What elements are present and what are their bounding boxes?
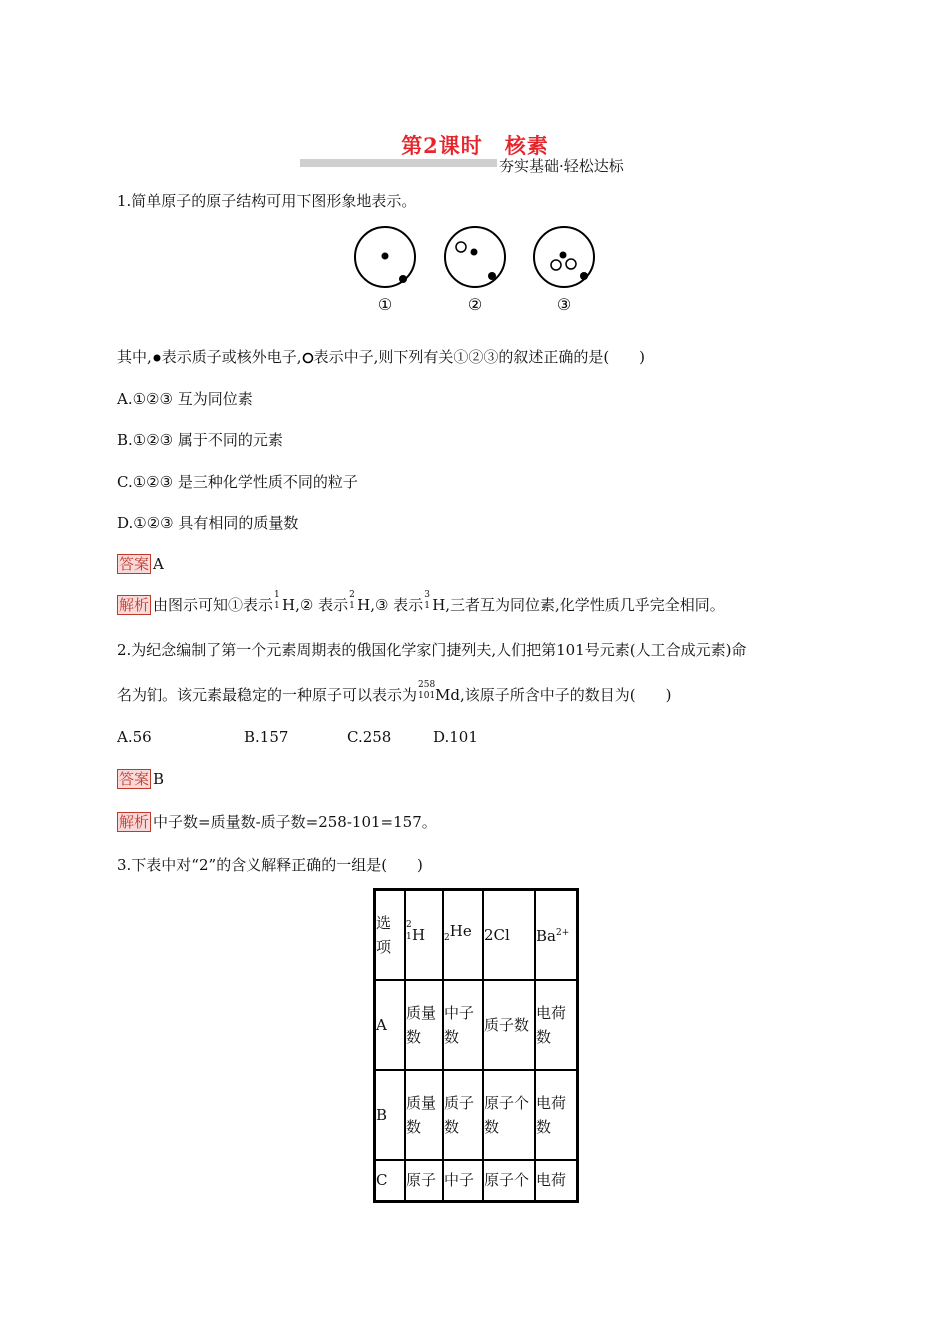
table-cell: 质量数 — [405, 1070, 443, 1160]
atom-structure-figure — [350, 222, 620, 322]
table-row — [375, 1070, 578, 1160]
table-row — [375, 980, 578, 1070]
header-option-cell: 选项 — [375, 890, 406, 980]
answer-tag: 答案 — [119, 555, 150, 573]
table-cell: 中子数 — [443, 980, 483, 1070]
q1-stem: 1.简单原子的原子结构可用下图形象地表示。 — [117, 192, 417, 210]
analysis-tag: 解析 — [119, 596, 150, 614]
q3-stem: 3.下表中对“2”的含义解释正确的一组是( ) — [117, 856, 423, 874]
q2-stem-line2: 名为钔。该元素最稳定的一种原子可以表示为 258 101 Md,该原子所含中子的数目为( ) — [117, 680, 672, 704]
fig-label-3: ③ — [556, 295, 572, 314]
q1-answer-value: A — [153, 555, 164, 573]
q1-answer — [117, 553, 164, 574]
q1-option-b: B.①②③ 属于不同的元素 — [117, 431, 283, 449]
page-title: 第2课时 核素 — [401, 133, 549, 158]
isotope-h2-notation: 2 1 — [349, 590, 355, 611]
table-cell: 电荷数 — [535, 1070, 578, 1160]
table-cell: 电荷数 — [535, 980, 578, 1070]
answer-tag: 答案 — [119, 770, 150, 788]
section-subtitle: 夯实基础·轻松达标 — [499, 157, 624, 175]
row-key-cell: B — [375, 1070, 406, 1160]
q2-answer — [117, 768, 164, 789]
q2-analysis: 解析 中子数=质量数-质子数=258-101=157。 — [119, 813, 437, 831]
atom-3-diagram — [534, 227, 594, 287]
analysis-tag: 解析 — [119, 813, 150, 831]
filled-dot-icon — [152, 353, 162, 363]
isotope-md-notation: 258 101 — [418, 680, 436, 701]
section-bar — [300, 159, 497, 167]
isotope-h1-notation: 1 1 — [274, 590, 280, 611]
isotope-h3-notation: 3 1 — [424, 590, 430, 611]
table-cell: 中子 — [443, 1160, 483, 1202]
row-key-cell: C — [375, 1160, 406, 1202]
header-h-cell: 2 1 H — [405, 890, 443, 980]
table-cell: 电荷 — [535, 1160, 578, 1202]
q2-option-a: A.56 — [117, 728, 152, 746]
q1-analysis: 解析 由图示可知①表示 1 1 H,② 表示 2 1 H,③ 表示 3 1 H,三者互为同位素,化学性质几乎完全相同。 — [119, 590, 725, 614]
q2-option-c: C.258 — [347, 728, 392, 746]
fig-label-1: ① — [377, 295, 393, 314]
table-header-row — [375, 890, 578, 980]
header-ba-cell: $Ba^{2+}$ — [535, 890, 578, 980]
q1-option-c: C.①②③ 是三种化学性质不同的粒子 — [117, 473, 358, 491]
table-row — [375, 1160, 578, 1202]
q2-option-d: D.101 — [433, 728, 478, 746]
table-cell: 原子个数 — [483, 1070, 535, 1160]
atom-1-diagram — [355, 227, 415, 287]
q2-option-b: B.157 — [244, 728, 289, 746]
table-cell: 原子个 — [483, 1160, 535, 1202]
header-cl-cell: 2Cl — [483, 890, 535, 980]
table-cell: 质子数 — [483, 980, 535, 1070]
q2-answer-value: B — [153, 770, 165, 788]
q1-option-d: D.①②③ 具有相同的质量数 — [117, 514, 299, 532]
header-he-cell: $_2$He — [443, 890, 483, 980]
table-cell: 原子 — [405, 1160, 443, 1202]
table-cell: 质子数 — [443, 1070, 483, 1160]
q1-option-a: A.①②③ 互为同位素 — [117, 390, 253, 408]
atom-2-diagram — [445, 227, 505, 287]
row-key-cell: A — [375, 980, 406, 1070]
open-circle-icon — [302, 352, 314, 364]
meaning-table — [373, 888, 579, 1203]
table-cell: 质量数 — [405, 980, 443, 1070]
fig-label-2: ② — [467, 295, 483, 314]
q1-description: 其中, 表示质子或核外电子, 表示中子,则下列有关①②③的叙述正确的是( ) — [117, 348, 646, 366]
q2-stem-line1: 2.为纪念编制了第一个元素周期表的俄国化学家门捷列夫,人们把第101号元素(人工合成元素)命 — [117, 641, 747, 659]
